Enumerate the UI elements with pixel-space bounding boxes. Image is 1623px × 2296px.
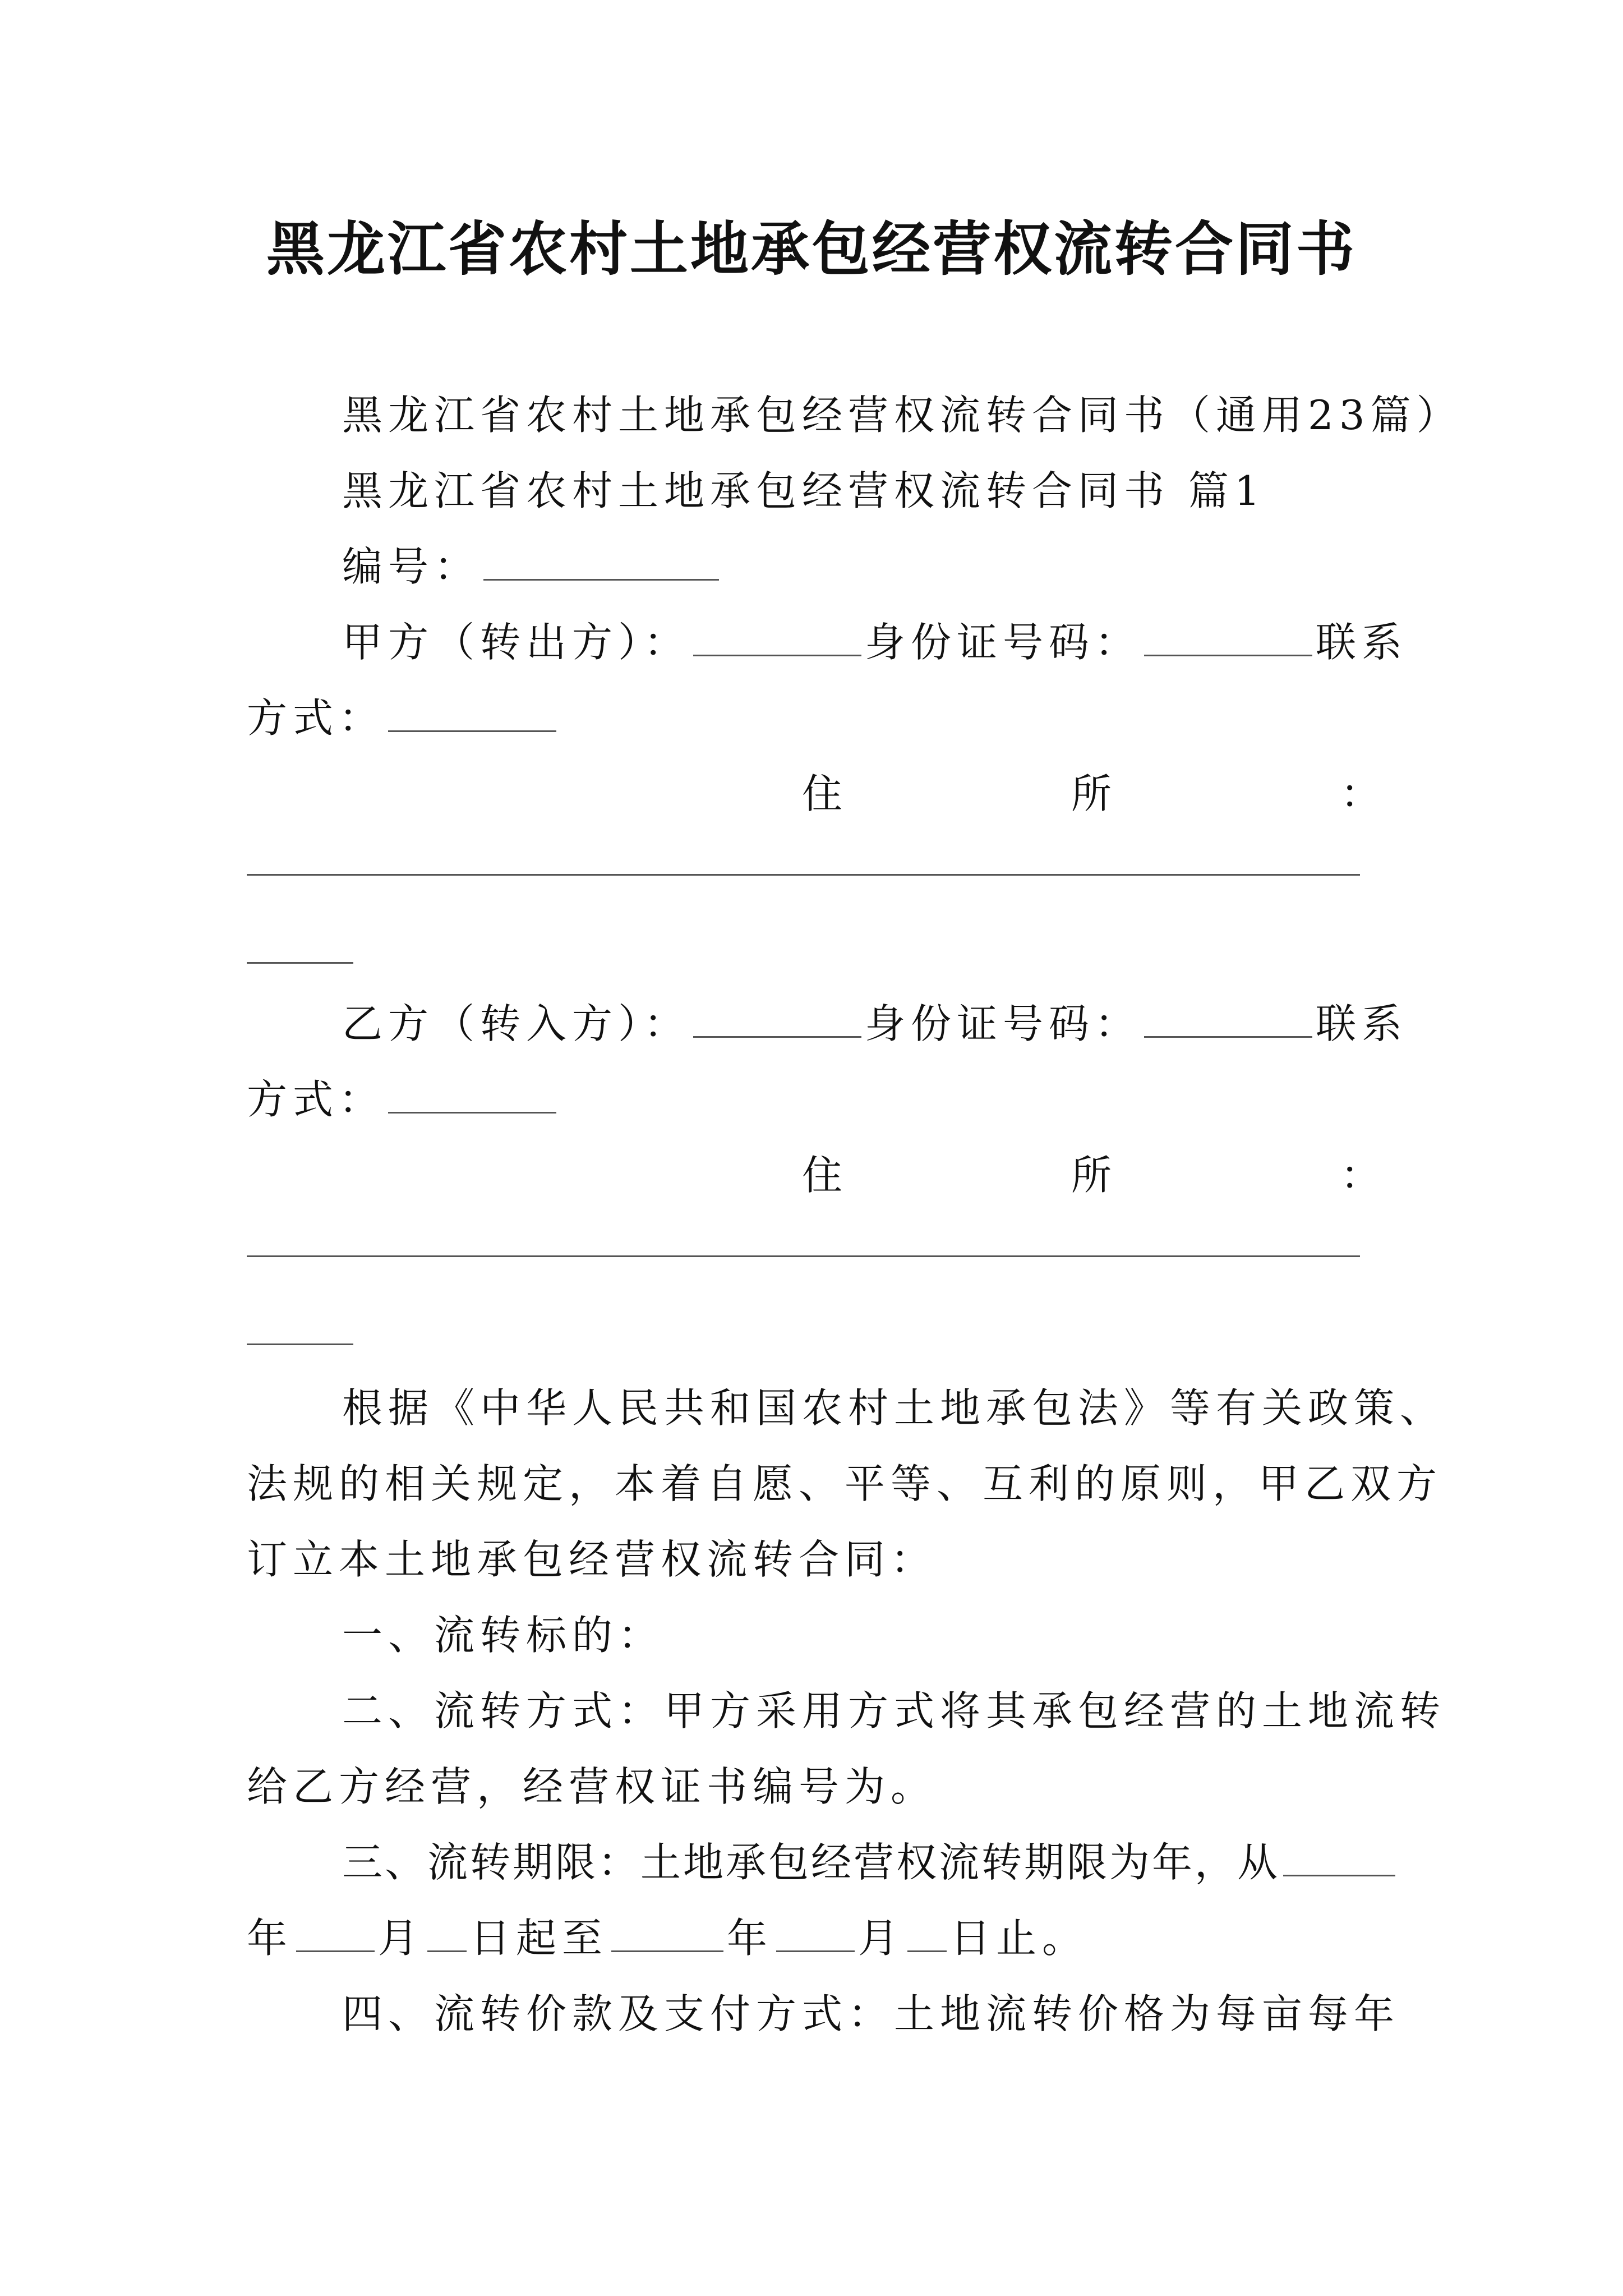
party-b-id-label: 身份证号码： (865, 1000, 1141, 1047)
item-3-text: 三、流转期限：土地承包经营权流转期限为年，从 (342, 1839, 1280, 1886)
item-3-line-2 (247, 1910, 1385, 1966)
end-month-blank (776, 1911, 855, 1952)
item-2-line-2: 给乙方经营，经营权证书编号为。 (247, 1763, 937, 1810)
start-day-blank (427, 1911, 467, 1952)
start-month-blank (296, 1911, 375, 1952)
number-label: 编号： (342, 543, 481, 590)
party-b-name-blank (693, 997, 861, 1038)
month-label: 月 (858, 1915, 905, 1962)
year-label: 年 (247, 1915, 293, 1962)
para1-line-2: 法规的相关规定，本着自愿、平等、互利的原则，甲乙双方 (247, 1460, 1443, 1507)
from-label: 日起至 (470, 1915, 608, 1962)
party-a-contact-label-2: 方式： (247, 694, 385, 742)
para1-line-1: 根据《中华人民共和国农村土地承包法》等有关政策、 (342, 1384, 1446, 1432)
party-b-contact-row (247, 1071, 1385, 1128)
party-b-label: 乙方（转入方）： (342, 1000, 690, 1047)
contract-number-row (342, 539, 1385, 595)
address-char-2: 所 (1071, 770, 1112, 817)
party-a-label: 甲方（转出方）： (342, 619, 690, 666)
party-b-address-line-2 (247, 1343, 353, 1345)
address-colon: ： (1340, 770, 1381, 817)
party-b-contact-blank (388, 1073, 556, 1114)
start-year-blank (1283, 1835, 1395, 1876)
party-b-id-blank (1144, 997, 1312, 1038)
address-colon: ： (1340, 1152, 1381, 1199)
document-title: 黑龙江省农村土地承包经营权流转合同书 (266, 215, 1357, 283)
end-day-blank (907, 1911, 947, 1952)
party-a-contact-blank (388, 691, 556, 732)
section-heading: 黑龙江省农村土地承包经营权流转合同书 篇1 (342, 467, 1266, 514)
address-char-1: 住 (802, 1152, 843, 1199)
number-blank (483, 540, 719, 581)
party-b-row (342, 996, 1408, 1052)
party-b-contact-label: 联系 (1316, 1000, 1408, 1047)
party-a-address-line-2 (247, 962, 353, 964)
party-a-id-blank (1144, 615, 1312, 656)
para1-line-3: 订立本土地承包经营权流转合同： (247, 1536, 937, 1583)
item-1: 一、流转标的： (342, 1612, 665, 1659)
item-4: 四、流转价款及支付方式：土地流转价格为每亩每年 (342, 1990, 1400, 2037)
year-label: 年 (727, 1915, 773, 1962)
end-year-blank (611, 1911, 723, 1952)
party-b-address-line-1 (247, 1255, 1360, 1257)
party-a-row (342, 614, 1408, 670)
address-char-1: 住 (802, 770, 843, 817)
party-a-id-label: 身份证号码： (865, 619, 1141, 666)
item-3-line-1 (342, 1834, 1385, 1890)
party-b-contact-label-2: 方式： (247, 1076, 385, 1123)
to-label: 日止。 (950, 1915, 1089, 1962)
address-char-2: 所 (1071, 1152, 1112, 1199)
party-a-contact-label: 联系 (1316, 619, 1408, 666)
party-a-contact-row (247, 690, 1385, 746)
party-a-address-line-1 (247, 874, 1360, 876)
month-label: 月 (378, 1915, 425, 1962)
party-a-name-blank (693, 615, 861, 656)
subtitle: 黑龙江省农村土地承包经营权流转合同书（通用23篇） (342, 392, 1463, 439)
item-2-line-1: 二、流转方式：甲方采用方式将其承包经营的土地流转 (342, 1687, 1446, 1734)
